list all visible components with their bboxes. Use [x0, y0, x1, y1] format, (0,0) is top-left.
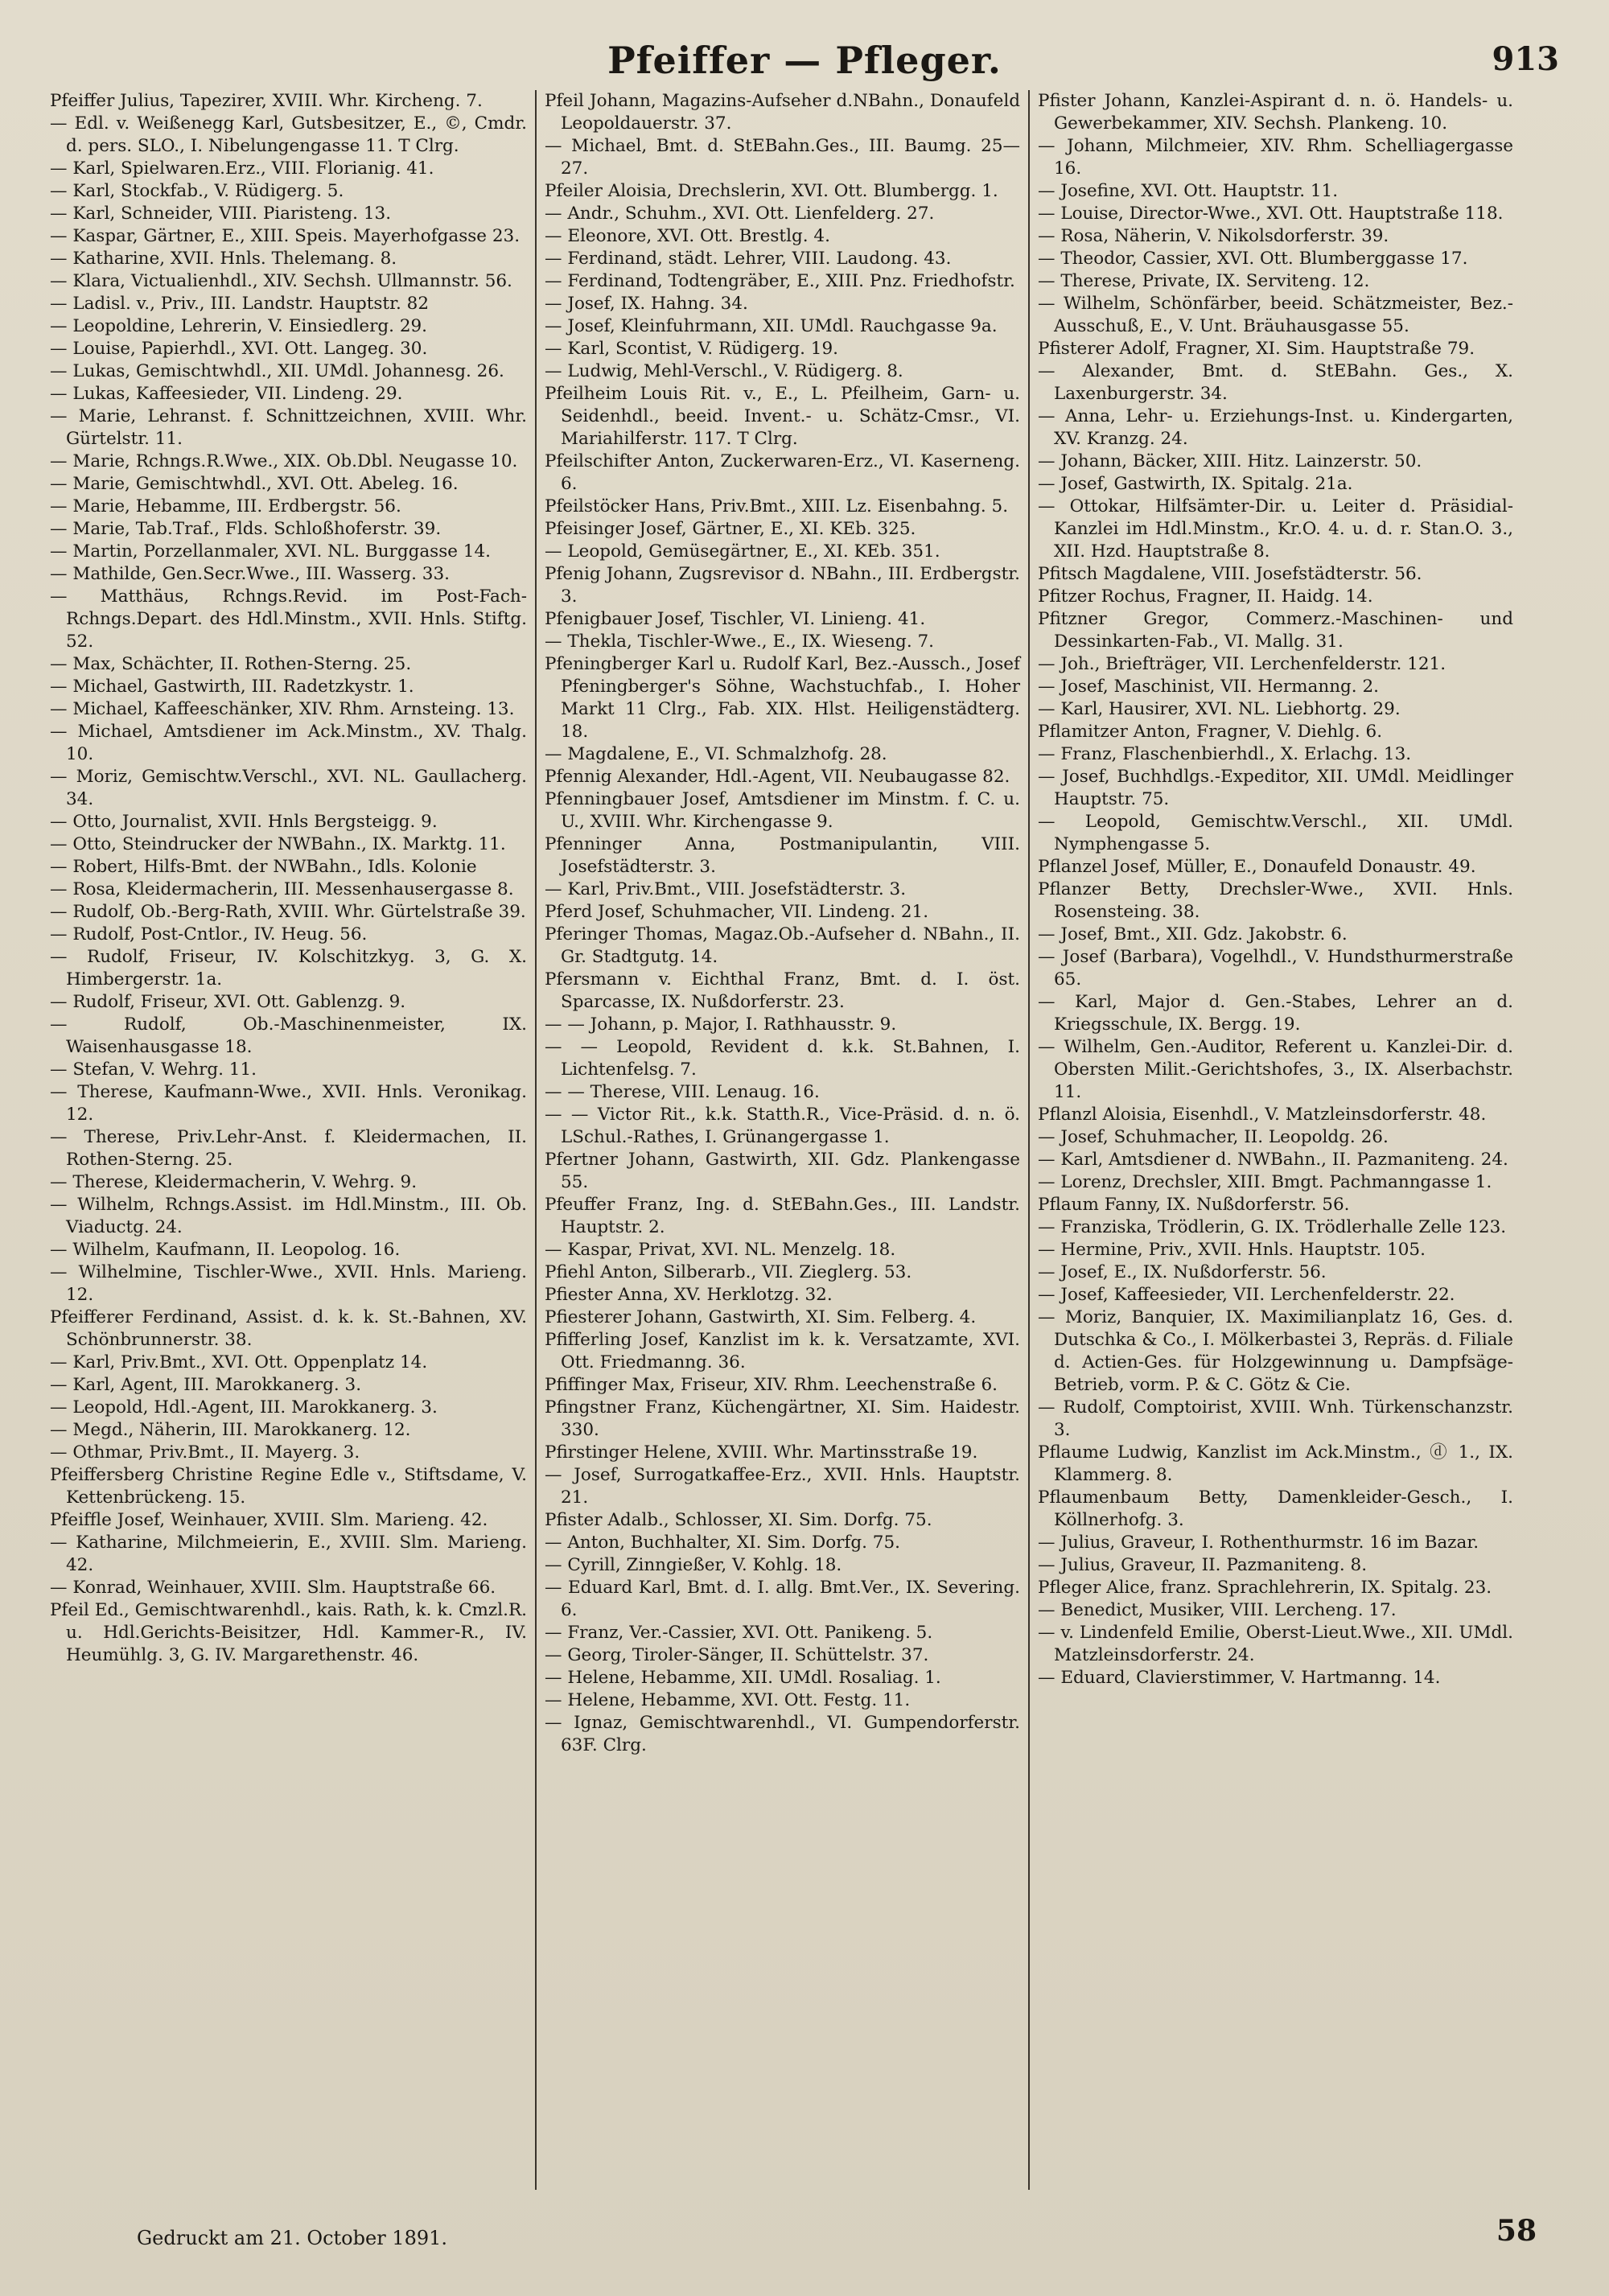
- directory-entry: — Karl, Priv.Bmt., XVI. Ott. Oppenplatz 14.: [50, 1352, 428, 1372]
- directory-entry: — Wilhelm, Rchngs.Assist. im Hdl.Minstm., III. Ob. Viaductg. 24.: [50, 1195, 527, 1237]
- directory-entry: — Ottokar, Hilfsämter-Dir. u. Leiter d. Präsidial-Kanzlei im Hdl.Minstm., Kr.O. 4. u. d. r. Stan.O. 3., XII. Hzd. Hauptstraße 8.: [1038, 496, 1513, 562]
- directory-entry: — Josef, IX. Hahng. 34.: [545, 294, 748, 314]
- directory-entry: Pfeil Ed., Gemischtwarenhdl., kais. Rath, k. k. Cmzl.R. u. Hdl.Gerichts-Beisitzer, Hdl. Kammer-R., IV. Heumühlg. 3, G. IV. Margarethenstr. 46.: [50, 1600, 527, 1665]
- directory-entry: — Josef (Barbara), Vogelhdl., V. Hundsthurmerstraße 65.: [1038, 947, 1513, 990]
- directory-entry: — Marie, Rchngs.R.Wwe., XIX. Ob.Dbl. Neugasse 10.: [50, 451, 518, 471]
- directory-entry: Pfitsch Magdalene, VIII. Josefstädterstr. 56.: [1038, 564, 1422, 584]
- directory-entry: — Rudolf, Comptoirist, XVIII. Wnh. Türkenschanzstr. 3.: [1038, 1397, 1513, 1440]
- directory-entry: Pfeilschifter Anton, Zuckerwaren-Erz., VI. Kaserneng. 6.: [545, 451, 1020, 494]
- directory-entry: — Konrad, Weinhauer, XVIII. Slm. Hauptstraße 66.: [50, 1578, 496, 1598]
- directory-entry: — Ferdinand, Todtengräber, E., XIII. Pnz. Friedhofstr.: [545, 271, 1015, 291]
- directory-entry: — Josef, Gastwirth, IX. Spitalg. 21a.: [1038, 474, 1353, 494]
- directory-entry: — Karl, Spielwaren.Erz., VIII. Florianig. 41.: [50, 158, 434, 179]
- directory-entry: Pfiesterer Johann, Gastwirth, XI. Sim. Felberg. 4.: [545, 1307, 977, 1327]
- directory-entry: — Leopold, Gemüsegärtner, E., XI. KEb. 351.: [545, 541, 940, 562]
- directory-entry: — v. Lindenfeld Emilie, Oberst-Lieut.Wwe., XII. UMdl. Matzleinsdorferstr. 24.: [1038, 1623, 1513, 1665]
- directory-entry: — Johann, Milchmeier, XIV. Rhm. Schelliagergasse 16.: [1038, 136, 1513, 179]
- directory-entry: — Michael, Kaffeeschänker, XIV. Rhm. Arnsteing. 13.: [50, 699, 515, 719]
- directory-entry: Pflaumenbaum Betty, Damenkleider-Gesch., I. Köllnerhofg. 3.: [1038, 1487, 1513, 1530]
- directory-entry: — Ladisl. v., Priv., III. Landstr. Hauptstr. 82: [50, 294, 430, 314]
- directory-entry: — — Leopold, Revident d. k.k. St.Bahnen, I. Lichtenfelsg. 7.: [545, 1037, 1020, 1080]
- directory-entry: Pfeil Johann, Magazins-Aufseher d.NBahn., Donaufeld Leopoldauerstr. 37.: [545, 91, 1020, 134]
- directory-entry: Pferinger Thomas, Magaz.Ob.-Aufseher d. NBahn., II. Gr. Stadtgutg. 14.: [545, 924, 1020, 967]
- directory-entry: — Rudolf, Ob.-Berg-Rath, XVIII. Whr. Gürtelstraße 39.: [50, 902, 526, 922]
- directory-entry: — Martin, Porzellanmaler, XVI. NL. Burggasse 14.: [50, 541, 491, 562]
- directory-entry: — Cyrill, Zinngießer, V. Kohlg. 18.: [545, 1555, 842, 1575]
- print-date: Gedruckt am 21. October 1891.: [137, 2227, 448, 2249]
- directory-entry: — Ludwig, Mehl-Verschl., V. Rüdigerg. 8.: [545, 361, 903, 381]
- directory-entry: — Matthäus, Rchngs.Revid. im Post-Fach-Rchngs.Depart. des Hdl.Minstm., XVII. Hnls. Stiftg. 52.: [50, 586, 527, 652]
- directory-entry: — Therese, Kleidermacherin, V. Wehrg. 9.: [50, 1172, 418, 1192]
- directory-entry: — Klara, Victualienhdl., XIV. Sechsh. Ullmannstr. 56.: [50, 271, 512, 291]
- directory-entry: — Josefine, XVI. Ott. Hauptstr. 11.: [1038, 181, 1339, 201]
- directory-entry: — Karl, Amtsdiener d. NWBahn., II. Pazmaniteng. 24.: [1038, 1150, 1508, 1170]
- directory-entry: Pfister Johann, Kanzlei-Aspirant d. n. ö. Handels- u. Gewerbekammer, XIV. Sechsh. Plankeng. 10.: [1038, 91, 1513, 134]
- directory-entry: — Rudolf, Friseur, IV. Kolschitzkyg. 3, G. X. Himbergerstr. 1a.: [50, 947, 527, 990]
- directory-entry: Pfirstinger Helene, XVIII. Whr. Martinsstraße 19.: [545, 1442, 978, 1463]
- directory-entry: — Hermine, Priv., XVII. Hnls. Hauptstr. 105.: [1038, 1240, 1426, 1260]
- running-title: Pfeiffer — Pfleger.: [607, 39, 1002, 82]
- directory-entry: — Lukas, Kaffeesieder, VII. Lindeng. 29.: [50, 384, 403, 404]
- directory-entry: Pflaume Ludwig, Kanzlist im Ack.Minstm., ⓓ 1., IX. Klammerg. 8.: [1038, 1442, 1513, 1485]
- directory-entry: — Marie, Tab.Traf., Flds. Schloßhoferstr. 39.: [50, 519, 442, 539]
- directory-entry: — Franz, Flaschenbierhdl., X. Erlachg. 13.: [1038, 744, 1412, 764]
- directory-entry: Pfeningberger Karl u. Rudolf Karl, Bez.-Aussch., Josef Pfeningberger's Söhne, Wachstuchfab., I. Hoher Markt 11 Clrg., Fab. XIX. Hlst. Heiligenstädterg. 18.: [545, 654, 1020, 742]
- directory-entry: — Marie, Gemischtwhdl., XVI. Ott. Abeleg. 16.: [50, 474, 459, 494]
- directory-entry: — Marie, Lehranst. f. Schnittzeichnen, XVIII. Whr. Gürtelstr. 11.: [50, 406, 527, 449]
- directory-entry: — Rudolf, Ob.-Maschinenmeister, IX. Waisenhausgasse 18.: [50, 1014, 527, 1057]
- directory-entry: — Ferdinand, städt. Lehrer, VIII. Laudong. 43.: [545, 249, 952, 269]
- directory-entry: — Joh., Briefträger, VII. Lerchenfelderstr. 121.: [1038, 654, 1446, 674]
- directory-entry: Pfifferling Josef, Kanzlist im k. k. Versatzamte, XVI. Ott. Friedmanng. 36.: [545, 1330, 1020, 1372]
- directory-entry: — Alexander, Bmt. d. StEBahn. Ges., X. Laxenburgerstr. 34.: [1038, 361, 1513, 404]
- directory-entry: Pfister Adalb., Schlosser, XI. Sim. Dorfg. 75.: [545, 1510, 932, 1530]
- directory-entry: Pflamitzer Anton, Fragner, V. Diehlg. 6.: [1038, 722, 1383, 742]
- directory-entry: Pferd Josef, Schuhmacher, VII. Lindeng. 21.: [545, 902, 929, 922]
- directory-entry: — Katharine, XVII. Hnls. Thelemang. 8.: [50, 249, 397, 269]
- directory-entry: Pfiester Anna, XV. Herklotzg. 32.: [545, 1285, 833, 1305]
- sheet-number: 58: [1496, 2214, 1537, 2248]
- directory-entry: — Therese, Private, IX. Serviteng. 12.: [1038, 271, 1370, 291]
- directory-entry: — Josef, Schuhmacher, II. Leopoldg. 26.: [1038, 1127, 1389, 1147]
- directory-entry: — Louise, Papierhdl., XVI. Ott. Langeg. 30.: [50, 339, 428, 359]
- directory-entry: — Josef, Buchhdlgs.-Expeditor, XII. UMdl. Meidlinger Hauptstr. 75.: [1038, 767, 1513, 809]
- directory-entry: — Rudolf, Post-Cntlor., IV. Heug. 56.: [50, 924, 368, 944]
- directory-entry: — Otto, Journalist, XVII. Hnls Bergsteigg. 9.: [50, 812, 438, 832]
- directory-entry: — Ignaz, Gemischtwarenhdl., VI. Gumpendorferstr. 63F. Clrg.: [545, 1713, 1020, 1755]
- directory-entry: Pfertner Johann, Gastwirth, XII. Gdz. Plankengasse 55.: [545, 1150, 1020, 1192]
- directory-entry: — Othmar, Priv.Bmt., II. Mayerg. 3.: [50, 1442, 360, 1463]
- directory-entry: — Josef, Surrogatkaffee-Erz., XVII. Hnls. Hauptstr. 21.: [545, 1465, 1020, 1508]
- directory-entry: — Marie, Hebamme, III. Erdbergstr. 56.: [50, 496, 401, 516]
- directory-entry: — Lorenz, Drechsler, XIII. Bmgt. Pachmanngasse 1.: [1038, 1172, 1492, 1192]
- directory-entry: Pfenninger Anna, Postmanipulantin, VIII. Josefstädterstr. 3.: [545, 834, 1020, 877]
- directory-entry: — Eduard, Clavierstimmer, V. Hartmanng. 14.: [1038, 1668, 1441, 1688]
- directory-entry: Pfeilheim Louis Rit. v., E., L. Pfeilheim, Garn- u. Seidenhdl., beeid. Invent.- u. Schätz-Cmsr., VI. Mariahilferstr. 117. T Clrg.: [545, 384, 1020, 449]
- directory-entry: Pfingstner Franz, Küchengärtner, XI. Sim. Haidestr. 330.: [545, 1397, 1020, 1440]
- directory-entry: — Julius, Graveur, II. Pazmaniteng. 8.: [1038, 1555, 1368, 1575]
- directory-entry: — Josef, Maschinist, VII. Hermanng. 2.: [1038, 677, 1379, 697]
- directory-entry: — Karl, Major d. Gen.-Stabes, Lehrer an d. Kriegsschule, IX. Bergg. 19.: [1038, 992, 1513, 1035]
- directory-entry: Pfeiler Aloisia, Drechslerin, XVI. Ott. Blumbergg. 1.: [545, 181, 998, 201]
- directory-entry: — Leopold, Hdl.-Agent, III. Marokkanerg. 3.: [50, 1397, 438, 1418]
- directory-entry: — Lukas, Gemischtwhdl., XII. UMdl. Johannesg. 26.: [50, 361, 504, 381]
- page-header: [40, 24, 1569, 97]
- directory-entry: — Rudolf, Friseur, XVI. Ott. Gablenzg. 9.: [50, 992, 406, 1012]
- directory-entry: — Anton, Buchhalter, XI. Sim. Dorfg. 75.: [545, 1533, 900, 1553]
- directory-entry: Pfeifferer Ferdinand, Assist. d. k. k. St.-Bahnen, XV. Schönbrunnerstr. 38.: [50, 1307, 527, 1350]
- directory-entry: — Max, Schächter, II. Rothen-Sterng. 25.: [50, 654, 412, 674]
- column-right: [1028, 90, 1521, 2190]
- directory-entry: — Magdalene, E., VI. Schmalzhofg. 28.: [545, 744, 887, 764]
- directory-entry: — Therese, Priv.Lehr-Anst. f. Kleidermachen, II. Rothen-Sterng. 25.: [50, 1127, 527, 1170]
- directory-entry: Pflanzl Aloisia, Eisenhdl., V. Matzleinsdorferstr. 48.: [1038, 1105, 1487, 1125]
- directory-entry: — Georg, Tiroler-Sänger, II. Schüttelstr. 37.: [545, 1645, 929, 1665]
- directory-entry: — Therese, Kaufmann-Wwe., XVII. Hnls. Veronikag. 12.: [50, 1082, 527, 1125]
- directory-columns: [42, 90, 1522, 2190]
- directory-entry: — Eduard Karl, Bmt. d. I. allg. Bmt.Ver., IX. Severing. 6.: [545, 1578, 1020, 1620]
- directory-entry: — Theodor, Cassier, XVI. Ott. Blumberggasse 17.: [1038, 249, 1468, 269]
- directory-entry: — Edl. v. Weißenegg Karl, Gutsbesitzer, E., ©, Cmdr. d. pers. SLO., I. Nibelungengasse 11. T Clrg.: [50, 113, 527, 156]
- directory-entry: — Leopold, Gemischtw.Verschl., XII. UMdl. Nymphengasse 5.: [1038, 812, 1513, 854]
- directory-entry: — — Therese, VIII. Lenaug. 16.: [545, 1082, 820, 1102]
- directory-entry: — Franziska, Trödlerin, G. IX. Trödlerhalle Zelle 123.: [1038, 1217, 1507, 1237]
- directory-entry: — Josef, Kaffeesieder, VII. Lerchenfelderstr. 22.: [1038, 1285, 1455, 1305]
- directory-entry: Pfenigbauer Josef, Tischler, VI. Linieng. 41.: [545, 609, 926, 629]
- directory-entry: — Moriz, Gemischtw.Verschl., XVI. NL. Gaullacherg. 34.: [50, 767, 527, 809]
- column-left: [42, 90, 535, 2190]
- directory-entry: — Katharine, Milchmeierin, E., XVIII. Slm. Marieng. 42.: [50, 1533, 527, 1575]
- directory-entry: — Moriz, Banquier, IX. Maximilianplatz 16, Ges. d. Dutschka & Co., I. Mölkerbastei 3, Repräs. d. Filiale d. Actien-Ges. für Holzgewinnung u. Dampfsäge-Betrieb, vorm. P. & C. Götz & Cie.: [1038, 1307, 1513, 1395]
- directory-entry: — Helene, Hebamme, XII. UMdl. Rosaliag. 1.: [545, 1668, 941, 1688]
- directory-entry: Pflanzer Betty, Drechsler-Wwe., XVII. Hnls. Rosensteing. 38.: [1038, 879, 1513, 922]
- directory-entry: — Rosa, Kleidermacherin, III. Messenhausergasse 8.: [50, 879, 514, 899]
- directory-entry: — Michael, Amtsdiener im Ack.Minstm., XV. Thalg. 10.: [50, 722, 527, 764]
- directory-entry: Pfeisinger Josef, Gärtner, E., XI. KEb. 325.: [545, 519, 916, 539]
- directory-entry: Pfiehl Anton, Silberarb., VII. Zieglerg. 53.: [545, 1262, 912, 1282]
- directory-entry: — Johann, Bäcker, XIII. Hitz. Lainzerstr. 50.: [1038, 451, 1422, 471]
- directory-entry: — Michael, Bmt. d. StEBahn.Ges., III. Baumg. 25—27.: [545, 136, 1020, 179]
- directory-entry: Pfenningbauer Josef, Amtsdiener im Minstm. f. C. u. U., XVIII. Whr. Kirchengasse 9.: [545, 789, 1020, 832]
- directory-entry: Pfisterer Adolf, Fragner, XI. Sim. Hauptstraße 79.: [1038, 339, 1475, 359]
- directory-entry: — Wilhelm, Schönfärber, beeid. Schätzmeister, Bez.-Ausschuß, E., V. Unt. Bräuhausgasse 55.: [1038, 294, 1513, 336]
- directory-entry: — Karl, Stockfab., V. Rüdigerg. 5.: [50, 181, 344, 201]
- directory-entry: — Karl, Priv.Bmt., VIII. Josefstädterstr. 3.: [545, 879, 907, 899]
- directory-entry: — Leopoldine, Lehrerin, V. Einsiedlerg. 29.: [50, 316, 428, 336]
- directory-entry: — Karl, Schneider, VIII. Piaristeng. 13.: [50, 204, 392, 224]
- column-middle: [535, 90, 1028, 2190]
- directory-entry: Pfenig Johann, Zugsrevisor d. NBahn., III. Erdbergstr. 3.: [545, 564, 1020, 607]
- directory-entry: — Thekla, Tischler-Wwe., E., IX. Wieseng. 7.: [545, 632, 935, 652]
- directory-entry: — Wilhelmine, Tischler-Wwe., XVII. Hnls. Marieng. 12.: [50, 1262, 527, 1305]
- directory-entry: — Franz, Ver.-Cassier, XVI. Ott. Panikeng. 5.: [545, 1623, 933, 1643]
- directory-entry: — Josef, E., IX. Nußdorferstr. 56.: [1038, 1262, 1327, 1282]
- directory-entry: Pfeuffer Franz, Ing. d. StEBahn.Ges., III. Landstr. Hauptstr. 2.: [545, 1195, 1020, 1237]
- directory-entry: — Josef, Kleinfuhrmann, XII. UMdl. Rauchgasse 9a.: [545, 316, 998, 336]
- directory-entry: — Eleonore, XVI. Ott. Brestlg. 4.: [545, 226, 830, 246]
- directory-entry: — Otto, Steindrucker der NWBahn., IX. Marktg. 11.: [50, 834, 506, 854]
- directory-entry: — Karl, Agent, III. Marokkanerg. 3.: [50, 1375, 362, 1395]
- directory-entry: — Helene, Hebamme, XVI. Ott. Festg. 11.: [545, 1690, 911, 1710]
- directory-entry: Pfeilstöcker Hans, Priv.Bmt., XIII. Lz. Eisenbahng. 5.: [545, 496, 1009, 516]
- directory-entry: — Wilhelm, Gen.-Auditor, Referent u. Kanzlei-Dir. d. Obersten Milit.-Gerichtshofes, 3., IX. Alserbachstr. 11.: [1038, 1037, 1513, 1102]
- directory-entry: Pfitzer Rochus, Fragner, II. Haidg. 14.: [1038, 586, 1373, 607]
- directory-entry: — — Victor Rit., k.k. Statth.R., Vice-Präsid. d. n. ö. LSchul.-Rathes, I. Grünangergasse 1.: [545, 1105, 1020, 1147]
- directory-entry: Pfleger Alice, franz. Sprachlehrerin, IX. Spitalg. 23.: [1038, 1578, 1492, 1598]
- directory-entry: — Julius, Graveur, I. Rothenthurmstr. 16 im Bazar.: [1038, 1533, 1479, 1553]
- directory-entry: — Kaspar, Gärtner, E., XIII. Speis. Mayerhofgasse 23.: [50, 226, 521, 246]
- directory-entry: Pflaum Fanny, IX. Nußdorferstr. 56.: [1038, 1195, 1350, 1215]
- directory-entry: — Josef, Bmt., XII. Gdz. Jakobstr. 6.: [1038, 924, 1348, 944]
- directory-entry: — Stefan, V. Wehrg. 11.: [50, 1060, 257, 1080]
- directory-entry: Pfeiffersberg Christine Regine Edle v., Stiftsdame, V. Kettenbrückeng. 15.: [50, 1465, 527, 1508]
- directory-entry: — Robert, Hilfs-Bmt. der NWBahn., Idls. Kolonie: [50, 857, 477, 877]
- directory-entry: Pfennig Alexander, Hdl.-Agent, VII. Neubaugasse 82.: [545, 767, 1010, 787]
- directory-entry: Pflanzel Josef, Müller, E., Donaufeld Donaustr. 49.: [1038, 857, 1476, 877]
- directory-entry: — Karl, Scontist, V. Rüdigerg. 19.: [545, 339, 838, 359]
- directory-entry: — — Johann, p. Major, I. Rathhausstr. 9.: [545, 1014, 897, 1035]
- directory-entry: — Megd., Näherin, III. Marokkanerg. 12.: [50, 1420, 411, 1440]
- directory-entry: — Andr., Schuhm., XVI. Ott. Lienfelderg. 27.: [545, 204, 935, 224]
- directory-entry: — Kaspar, Privat, XVI. NL. Menzelg. 18.: [545, 1240, 896, 1260]
- directory-entry: — Karl, Hausirer, XVI. NL. Liebhortg. 29.: [1038, 699, 1401, 719]
- page-number: 913: [1492, 40, 1559, 78]
- directory-entry: — Anna, Lehr- u. Erziehungs-Inst. u. Kindergarten, XV. Kranzg. 24.: [1038, 406, 1513, 449]
- directory-entry: Pfitzner Gregor, Commerz.-Maschinen- und Dessinkarten-Fab., VI. Mallg. 31.: [1038, 609, 1513, 652]
- directory-entry: — Mathilde, Gen.Secr.Wwe., III. Wasserg. 33.: [50, 564, 450, 584]
- directory-entry: Pfiffinger Max, Friseur, XIV. Rhm. Leechenstraße 6.: [545, 1375, 998, 1395]
- directory-entry: — Rosa, Näherin, V. Nikolsdorferstr. 39.: [1038, 226, 1389, 246]
- directory-entry: Pfeiffle Josef, Weinhauer, XVIII. Slm. Marieng. 42.: [50, 1510, 488, 1530]
- directory-entry: — Wilhelm, Kaufmann, II. Leopolog. 16.: [50, 1240, 401, 1260]
- directory-entry: — Louise, Director-Wwe., XVI. Ott. Hauptstraße 118.: [1038, 204, 1504, 224]
- directory-entry: Pfeiffer Julius, Tapezirer, XVIII. Whr. Kircheng. 7.: [50, 91, 483, 111]
- directory-entry: — Michael, Gastwirth, III. Radetzkystr. 1.: [50, 677, 414, 697]
- directory-entry: Pfersmann v. Eichthal Franz, Bmt. d. I. öst. Sparcasse, IX. Nußdorferstr. 23.: [545, 969, 1020, 1012]
- directory-entry: — Benedict, Musiker, VIII. Lercheng. 17.: [1038, 1600, 1397, 1620]
